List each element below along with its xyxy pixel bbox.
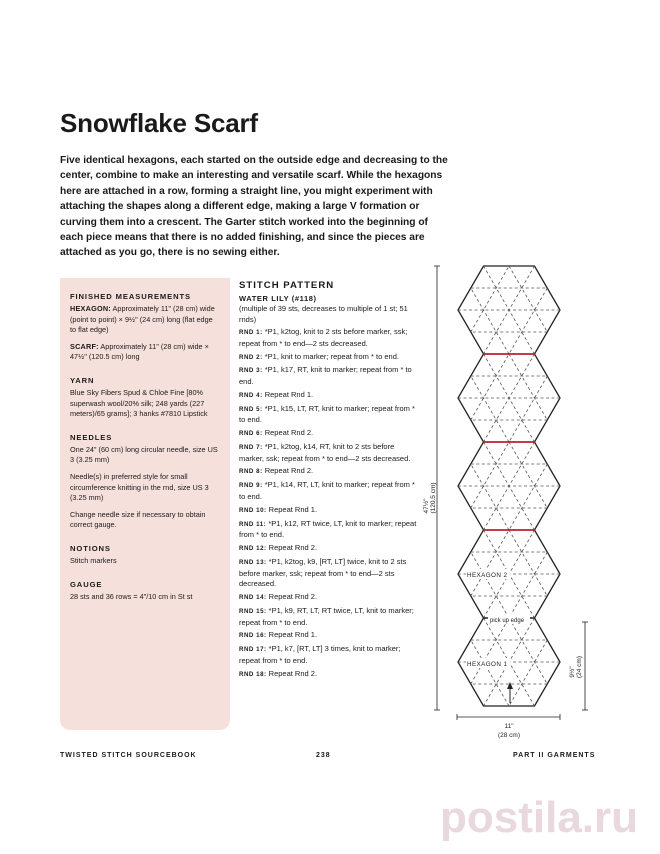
gauge-heading: GAUGE: [70, 579, 103, 589]
round-9: RND 9: *P1, k14, RT, LT, knit to marker; repeat from * to end.: [239, 480, 415, 501]
round-11: RND 11: *P1, k12, RT twice, LT, knit to marker; repeat from * to end.: [239, 518, 417, 540]
hexagon-text: Approximately 11" (28 cm) wide (point to point) × 9½" (24 cm) long (flat edge to flat edge): [70, 304, 215, 335]
yarn-heading: YARN: [70, 375, 95, 385]
stitch-pattern-heading: STITCH PATTERN: [239, 280, 335, 291]
round-14: RND 14: Repeat Rnd 2.: [239, 592, 318, 602]
notions-text: Stitch markers: [70, 555, 117, 565]
round-13: RND 13: *P1, k2tog, k9, [RT, LT] twice, knit to 2 sts before marker, ssk; repeat from * to end—2 sts decreased.: [239, 556, 407, 589]
pick-up-label: pick up edge: [490, 618, 525, 624]
round-3: RND 3: *P1, k17, RT, knit to marker; repeat from * to end.: [239, 365, 412, 387]
gauge-text: 28 sts and 36 rows = 4"/10 cm in St st: [70, 591, 193, 601]
width-label: 11": [504, 723, 514, 730]
dashed-grid: [458, 266, 560, 706]
hexagon-measurement: [70, 304, 220, 336]
page-title: Snowflake Scarf: [60, 108, 258, 138]
needles-text-1: One 24" (60 cm) long circular needle, size US 3 (3.25 mm): [70, 444, 218, 465]
scarf-text: Approximately 11" (28 cm) wide × 47½" (120.5 cm) long: [70, 341, 209, 362]
scarf-measurement: [70, 342, 220, 363]
hex-height-label: 9½": [569, 666, 576, 678]
round-15: RND 15: *P1, k9, RT, LT, RT twice, LT, knit to marker; repeat from * to end.: [239, 605, 414, 627]
footer-book-title: TWISTED STITCH SOURCEBOOK: [60, 752, 197, 759]
hex-height-cm: (24 cm): [576, 655, 583, 679]
needles-text-2: Needle(s) in preferred style for small circumference knitting in the rnd, size US 3 (3.25 mm): [70, 471, 209, 503]
total-length-label: 47½": [423, 498, 430, 514]
notions-heading: NOTIONS: [70, 543, 111, 553]
needles-text-3: Change needle size if necessary to obtain correct gauge.: [70, 509, 206, 530]
page-number: 238: [316, 752, 331, 759]
stitch-pattern-note: (multiple of 39 sts, decreases to multiple of 1 st; 51 rnds): [239, 304, 408, 324]
round-7: RND 7: *P1, k2tog, k14, RT, knit to 2 sts before marker, ssk; repeat from * to end—2 sts decreased.: [239, 441, 411, 463]
hexagon-label: HEXAGON:: [70, 304, 111, 313]
watermark-text: postila.ru: [440, 793, 639, 842]
round-12: RND 12: Repeat Rnd 2.: [239, 543, 318, 553]
needles-heading: NEEDLES: [70, 432, 113, 442]
yarn-text: Blue Sky Fibers Spud & Chloë Fine [80% superwash wool/20% silk; 248 yards (227 meters)/65 grams]; 3 hanks #7810 Lipstick: [70, 387, 208, 419]
footer-section: PART II GARMENTS: [513, 752, 596, 759]
sidebar-panel: [60, 278, 230, 730]
round-17: RND 17: *P1, k7, [RT, LT] 3 times, knit to marker; repeat from * to end.: [239, 644, 401, 665]
round-2: RND 2: *P1, knit to marker; repeat from * to end.: [239, 351, 399, 361]
hexagon-2-label: HEXAGON 2: [467, 572, 508, 579]
round-18: RND 18: Repeat Rnd 2.: [239, 668, 318, 678]
total-length-cm: (120.5 cm): [430, 482, 437, 514]
direction-arrowhead: [507, 682, 513, 689]
watermark: [440, 790, 655, 850]
round-4: RND 4: Repeat Rnd 1.: [239, 389, 314, 399]
round-8: RND 8: Repeat Rnd 2.: [239, 466, 314, 476]
finished-measurements-heading: FINISHED MEASUREMENTS: [70, 292, 192, 301]
round-5: RND 5: *P1, k15, LT, RT, knit to marker; repeat from * to end.: [239, 403, 415, 425]
intro-paragraph: Five identical hexagons, each started on the outside edge and decreasing to the center, combine to make an interesting and versatile scarf. While the hexagons here are attached in a row, forming a straight line, you might experiment with attaching the shapes along a different edge, making a large V formation or curving them into a crescent. The Garter stitch worked into the beginning of each piece means that there is no added finishing, and since the pieces are attached as you go, there is no sewing either.: [60, 155, 448, 259]
round-6: RND 6: Repeat Rnd 2.: [239, 428, 314, 438]
width-cm: (28 cm): [497, 732, 521, 739]
round-16: RND 16: Repeat Rnd 1.: [239, 630, 318, 640]
scarf-label: SCARF:: [70, 341, 99, 351]
round-10: RND 10: Repeat Rnd 1.: [239, 504, 318, 514]
stitch-pattern-name: WATER LILY (#118): [239, 294, 317, 303]
hexagon-1-label: HEXAGON 1: [467, 661, 508, 668]
scarf-schematic: [415, 262, 615, 747]
round-1: RND 1: *P1, k2tog, knit to 2 sts before marker, ssk; repeat from * to end—2 sts decreased.: [239, 327, 408, 348]
stitch-pattern: [239, 280, 419, 680]
